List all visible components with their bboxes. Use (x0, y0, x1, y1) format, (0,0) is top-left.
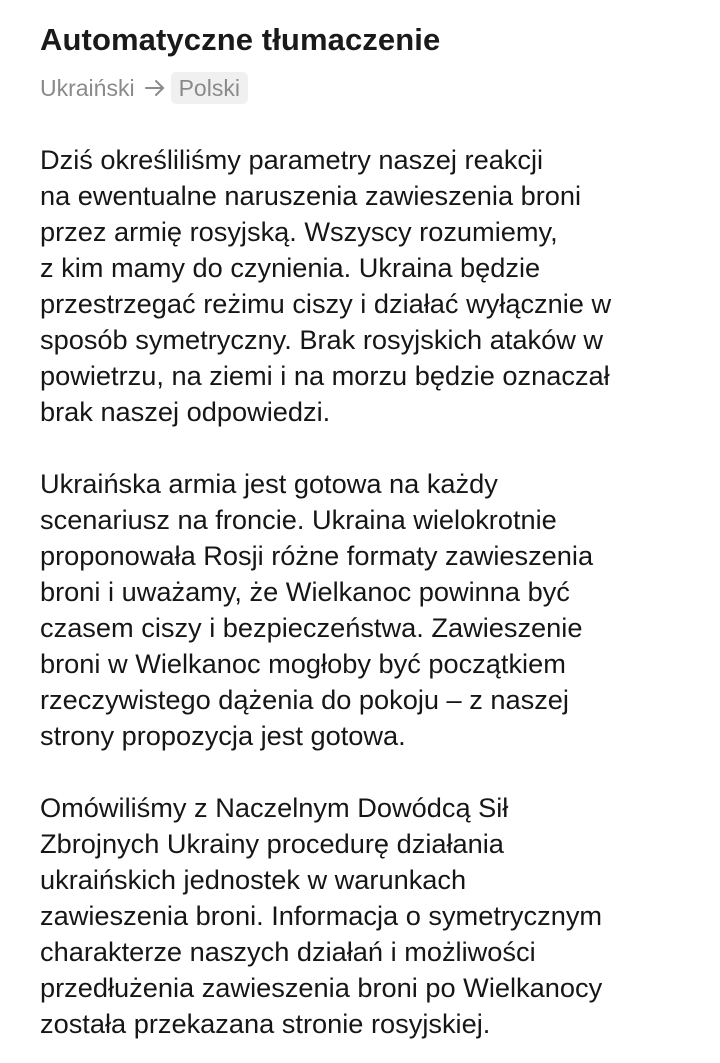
paragraph: Ukraińska armia jest gotowa na każdy scenariusz na froncie. Ukraina wielokrotnie proponowała Rosji różne formaty zawieszenia broni i uważamy, że Wielkanoc powinna być czasem ciszy i bezpieczeństwa. Zawieszenie broni w Wielkanoc mogłoby być początkiem rzeczywistego dążenia do pokoju – z naszej strony propozycja jest gotowa. (40, 468, 594, 751)
paragraph: Dziś określiliśmy parametry naszej reakcji na ewentualne naruszenia zawieszenia broni przez armię rosyjską. Wszyscy rozumiemy, z kim mamy do czynienia. Ukraina będzie przestrzegać reżimu ciszy i działać wyłącznie w sposób symetryczny. Brak rosyjskich ataków w powietrzu, na ziemi i na morzu będzie oznaczał brak naszej odpowiedzi. (40, 144, 612, 427)
target-language-button[interactable]: Polski (171, 72, 248, 104)
paragraph: Omówiliśmy z Naczelnym Dowódcą Sił Zbrojnych Ukrainy procedurę działania ukraińskich jednostek w warunkach zawieszenia broni. Informacja o symetrycznym charakterze naszych działań i możliwości przedłużenia zawieszenia broni po Wielkanocy została przekazana stronie rosyjskiej. (40, 792, 603, 1039)
page-title: Automatyczne tłumaczenie (40, 22, 441, 57)
source-language: Ukraiński (40, 75, 135, 101)
arrow-right-icon (144, 77, 166, 99)
language-pair (40, 71, 680, 105)
translated-text (40, 142, 680, 1042)
